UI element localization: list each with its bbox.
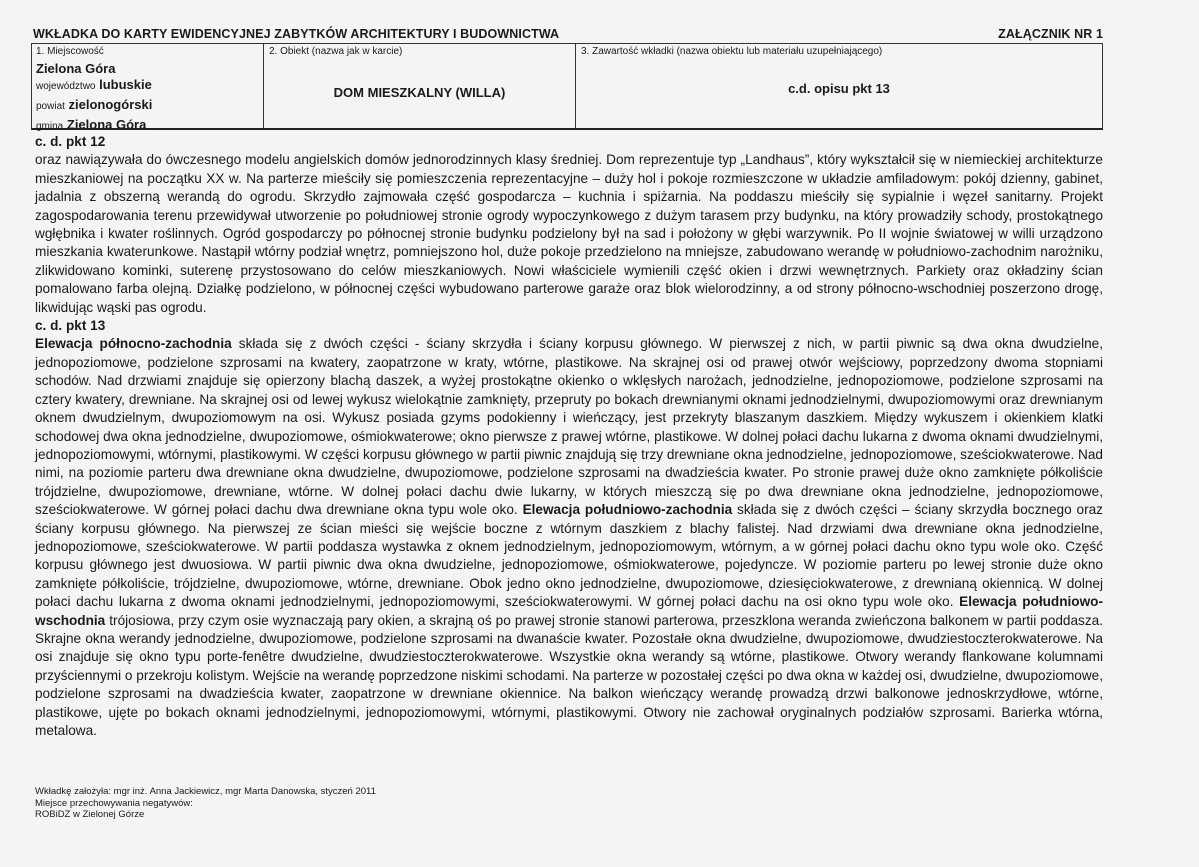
elevation-nw-title: Elewacja północno-zachodnia xyxy=(35,336,232,352)
locality-value: Zielona Góra xyxy=(36,61,116,76)
footer xyxy=(35,786,376,821)
locality-label: 1. Miejscowość xyxy=(36,46,104,57)
form-title: WKŁADKA DO KARTY EWIDENCYJNEJ ZABYTKÓW ARCHITEKTURY I BUDOWNICTWA xyxy=(33,27,560,41)
content-label: 3. Zawartość wkładki (nazwa obiektu lub materiału uzupełniającego) xyxy=(581,46,883,57)
form-title-row xyxy=(33,27,1103,41)
elevation-sw-text: składa się z dwóch części – ściany skrzydła bocznego oraz ściany korpusu głównego. Na pierwszej ze ścian mieści się wejście boczne z wtórnym daszkiem z blachy falistej. Nad drzwiami dwa drewniane okna jednodzielne, jednopoziomowe, sześciokwaterowe. W partii poddasza wystawka z oknem jednodzielnym, jednopoziomowym, wtórnym, a w górnej połaci dachu okno typu wole oko. Część korpusu głównego jest dwuosiowa. W partii piwnic dwa okna dwudzielne, jednopoziomowe, ośmiokwaterowe, pojedyncze. W poziomie parteru po lewej stronie duże okno zamknięte półkoliście, trójdzielne, dwupoziomowe, wtórne, drewniane. Obok jedno okno jednodzielne, dwupoziomowe, dziesięciokwaterowe, z drewnianą okiennicą. W dolnej połaci dachu lukarna z dwoma oknami jednodzielnymi, jednopoziomowymi, sześciokwaterowymi. W górnej połaci dachu na osi okno typu wole oko. xyxy=(35,502,1103,610)
elevation-se-text: trójosiowa, przy czym osie wyznaczają pary okien, a skrajną oś po prawej stronie stanowi parterowa, przeszklona weranda zwieńczona balkonem w partii poddasza. Skrajne okna werandy jednodzielne, dwupoziomowe, podzielone szprosami na dwanaście kwater. Pozostałe okna dwudzielne, dwupoziomowe, dwudziestoczterokwaterowe. Na osi znajduje się okno typu porte-fenêtre dwudzielne, dwudziestoczterokwaterowe. Wszystkie okna werandy są wtórne, plastikowe. Otwory werandy flankowane kolumnami przyściennymi o przekroju kolistym. Wejście na werandę poprzedzone niskimi schodami. Na parterze w pozostałej części po dwa okna w każdej osi, dwudzielne, dwupoziomowe, podzielone szprosami na dwadzieścia kwater, zaopatrzone w drewniane okiennice. Na balkon wieńczący werandę prowadzą drzwi balkonowe jednoskrzydłowe, wtórne, plastikowe, ujęte po bokach oknami jednodzielnymi, jednopoziomowymi, wtórnymi, plastikowymi. Otwory nie zachował oryginalnych podziałów szprosami. Barierka wtórna, metalowa. xyxy=(35,612,1103,738)
elevation-se-title: Elewacja południowo-wschodnia xyxy=(35,594,1103,628)
object-value: DOM MIESZKALNY (WILLA) xyxy=(333,85,506,100)
header-table xyxy=(31,43,1103,130)
commune-value: Zielona Góra xyxy=(66,117,147,132)
object-cell xyxy=(264,44,576,128)
commune-key: gmina xyxy=(36,121,64,132)
voivodeship-key: województwo xyxy=(36,81,96,92)
section13-text xyxy=(35,335,1103,740)
section13-heading: c. d. pkt 13 xyxy=(35,318,106,334)
footer-negatives-label: Miejsce przechowywania negatywów: xyxy=(35,797,193,809)
elevation-nw-text: składa się z dwóch części - ściany skrzydła i ściany korpusu głównego. W pierwszej z nich, w partii piwnic są dwa okna dwudzielne, jednopoziomowe, podzielone szprosami na kwatery, zaopatrzone w kraty, wtórne, plastikowe. Na skrajnej osi od prawej otwór wejściowy, poprzedzony dwoma stopniami schodów. Nad drzwiami znajduje się opierzony blachą daszek, a wyżej prostokątne okienko o wklęsłych narożach, jednodzielne, jednopoziomowe, podzielone szprosami na cztery kwatery, drewniane. Na skrajnej osi od lewej wykusz wielokątnie zamknięty, przepruty po bokach drewnianymi oknami jednodzielnymi, dwupoziomowymi oraz drewnianym oknem dwudzielnym, dwupoziomowym na osi. Wykusz posiada gzyms podokienny i wieńczący, jest przekryty blaszanym daszkiem. Między wykuszem i okienkiem klatki schodowej dwa okna jednodzielne, dwupoziomowe, ośmiokwaterowe; okno pierwsze z prawej wtórne, plastikowe. W dolnej połaci dachu lukarna z dwoma oknami dwudzielnymi, jednopoziomowymi, wtórnymi, plastikowymi. W części korpusu głównego w partii piwnic znajdują się trzy drewniane okna jednodzielne, jednopoziomowe, sześciokwaterowe. Nad nimi, na poziomie parteru dwa drewniane okna dwudzielne, dwupoziomowe, podzielone szprosami na dwadzieścia kwater. Po stronie prawej duże okno zamknięte półkoliście trójdzielne, dwupoziomowe, drewniane, wtórne. W dolnej połaci dachu dwie lukarny, w których mieszczą się po dwa drewniane okna jednodzielne, jednopoziomowe, sześciokwaterowe. W górnej połaci dachu dwa drewniane okna typu wole oko. xyxy=(35,336,1103,518)
voivodeship-value: lubuskie xyxy=(99,77,152,92)
county-key: powiat xyxy=(36,101,65,112)
content-cell xyxy=(576,44,1102,128)
content-value: c.d. opisu pkt 13 xyxy=(788,81,890,96)
object-label: 2. Obiekt (nazwa jak w karcie) xyxy=(269,46,403,57)
county-value: zielonogórski xyxy=(68,97,153,112)
footer-negatives-place: ROBiDZ w Zielonej Górze xyxy=(35,809,145,820)
county-line xyxy=(36,96,259,116)
locality-cell xyxy=(32,44,264,132)
elevation-sw-title: Elewacja południowo-zachodnia xyxy=(522,502,733,518)
footer-author: Wkładkę założyła: mgr inż. Anna Jackiewicz, mgr Marta Danowska, styczeń 2011 xyxy=(35,786,376,797)
annex-label: ZAŁĄCZNIK NR 1 xyxy=(998,27,1103,41)
section12-heading: c. d. pkt 12 xyxy=(35,134,106,149)
voivodeship-line xyxy=(36,76,259,96)
description-body xyxy=(35,133,1103,740)
section12-text: oraz nawiązywała do ówczesnego modelu angielskich domów jednorodzinnych klasy średniej. Dom reprezentuje typ „Landhaus”, który wykształcił się w niemieckiej architekturze mieszkaniowej na początku XX w. Na parterze mieściły się pomieszczenia reprezentacyjne – duży hol i pokoje rozmieszczone w układzie amfiladowym: pokój dzienny, gabinet, jadalnia z obszerną werandą do ogrodu. Skrzydło zajmowała część gospodarcza – kuchnia i spiżarnia. Na poddaszu mieściły się sypialnie i węzeł sanitarny. Projekt zagospodarowania terenu przewidywał utworzenie po południowej stronie ogrody wypoczynkowego z dużym tarasem przy budynku, na który prowadziły schody, prostokątnego wgłębnika i kwater roślinnych. Ogród gospodarczy po północnej stronie budynku podzielony był na sad i położony w głębi warzywnik. Po II wojnie światowej w willi urządzono mieszkania kwaterunkowe. Nastąpił wtórny podział wnętrz, pomniejszono hol, duże pokoje przedzielono na mniejsze, zabudowano werandę w południowo-zachodnim narożniku, zlikwidowano kominki, suterenę przystosowano do celów mieszkaniowych. Nowi właściciele wymienili część okien i drzwi wewnętrznych. Parkiety oraz okładziny ścian pomalowano farba olejną. Działkę podzielono, w północnej części wybudowano parterowe garaże oraz blok wielorodzinny, a od strony północno-wschodniej poszerzono drogę, likwidując wąski pas ogrodu. xyxy=(35,152,1103,315)
